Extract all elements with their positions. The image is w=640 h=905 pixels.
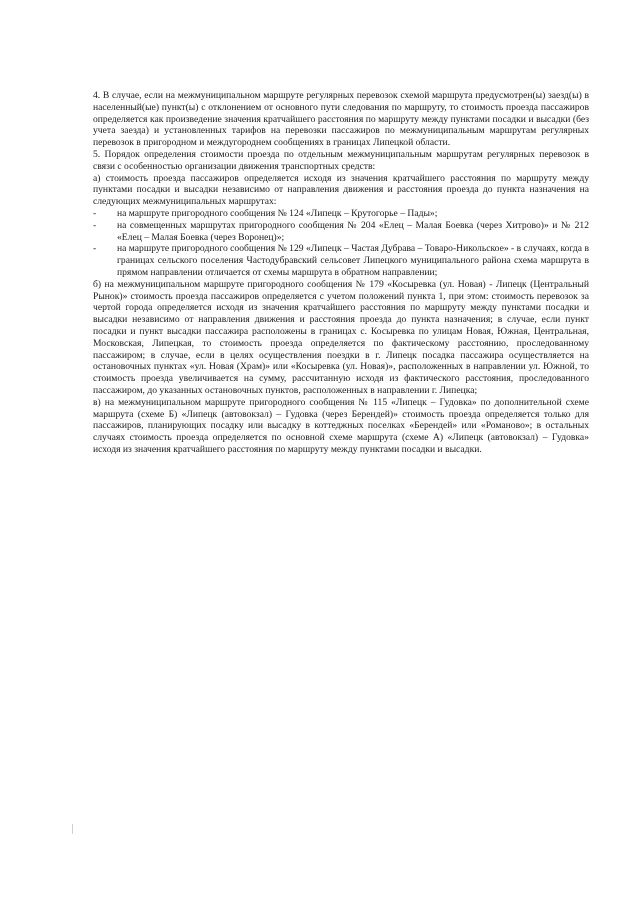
document-body: [93, 90, 589, 456]
list-item: [93, 243, 589, 278]
route-129-item: на маршруте пригородного сообщения № 129 «Липецк – Частая Дубрава – Товаро-Никольское» - в случаях, когда в границах сельского поселения Частодубравский сельсовет Липецкого муниципального района схема маршрута в прямом направлении отличается от схемы маршрута в обратном направлении;: [117, 243, 589, 278]
dash-marker: -: [93, 207, 97, 219]
route-204-212-item: на совмещенных маршрутах пригородного сообщения № 204 «Елец – Малая Боевка (через Хитрово)» и № 212 «Елец – Малая Боевка (через Воронец)»;: [117, 219, 589, 243]
paragraph-b: б) на межмуниципальном маршруте пригородного сообщения № 179 «Косыревка (ул. Новая) - Липецк (Центральный Рынок)» стоимость проезда пассажиров определяется с учетом положений пункта 1, при этом: стоимость перевозок за чертой города определяется исходя из значения кратчайшего расстояния по маршруту между пунктами посадки и высадки независимо от направления движения и расстояния проезда до пункта назначения; в случае, если пункт посадки и пункт высадки пассажира расположены в границах с. Косыревка по улицам Новая, Южная, Центральная, Московская, Липецкая, то стоимость проезда определяется по фактическому расстоянию, проследованному пассажиром; в случае, если в целях осуществления поездки в г. Липецк посадка пассажира осуществляется на остановочных пунктах «ул. Новая (Храм)» или «Косыревка (ул. Новая)», расположенных в направлении ул. Южной, то стоимость проезда увеличивается на сумму, рассчитанную исходя из фактического расстояния, проследованного пассажиром, до указанных остановочных пунктов, расположенных в направлении г. Липецка;: [93, 278, 589, 396]
list-item: [93, 220, 589, 244]
paragraph-a: а) стоимость проезда пассажиров определяется исходя из значения кратчайшего расстояния по маршруту между пунктами посадки и высадки независимо от направления движения и расстояния проезда до пункта назначения на следующих межмуниципальных маршрутах:: [93, 172, 589, 208]
list-item: [93, 208, 589, 220]
route-124-item: на маршруте пригородного сообщения № 124 «Липецк – Крутогорье – Пады»;: [117, 207, 438, 219]
dash-marker: -: [93, 243, 97, 255]
paragraph-v: в) на межмуниципальном маршруте пригородного сообщения № 115 «Липецк – Гудовка» по дополнительной схеме маршрута (схеме Б) «Липецк (автовокзал) – Гудовка (через Берендей)» стоимость проезда определяется только для пассажиров, планирующих посадку или высадку в коттеджных поселках «Берендей» или «Романово»; в остальных случаях стоимость проезда определяется по основной схеме маршрута (схеме А) «Липецк (автовокзал) – Гудовка» исходя из значения кратчайшего расстояния по маршруту между пунктами посадки и высадки.: [93, 396, 589, 455]
paragraph-4: 4. В случае, если на межмуниципальном маршруте регулярных перевозок схемой маршрута предусмотрен(ы) заезд(ы) в населенный(ые) пункт(ы) с отклонением от основного пути следования по маршруту, то стоимость проезда пассажиров определяется как произведение значения кратчайшего расстояния по маршруту между пунктами посадки и высадки (без учета заезда) и установленных тарифов на перевозки пассажиров по межмуниципальным маршрутам регулярных перевозок в пригородном и междугороднем сообщениях в границах Липецкой области.: [93, 90, 589, 149]
paragraph-5: 5. Порядок определения стоимости проезда по отдельным межмуниципальным маршрутам регулярных перевозок в связи с особенностью организации движения транспортных средств:: [93, 148, 589, 172]
scan-mark: [72, 824, 73, 834]
dash-marker: -: [93, 219, 97, 231]
